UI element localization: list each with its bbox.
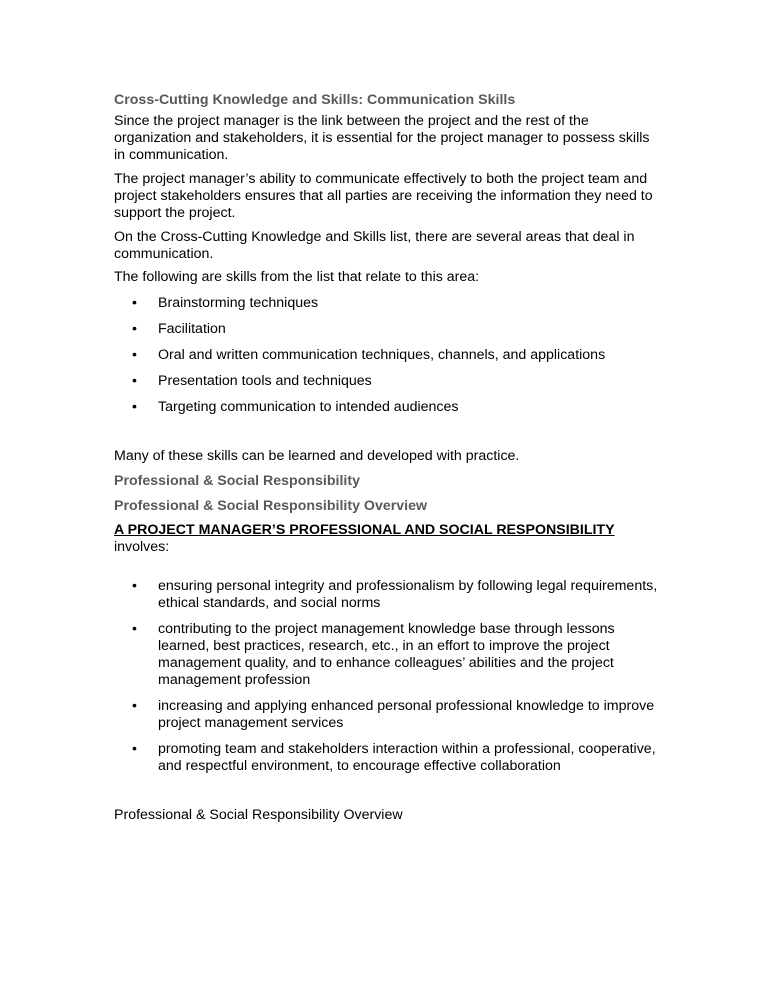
section-heading-professional: Professional & Social Responsibility — [114, 473, 360, 489]
paragraph-skills-lead: The following are skills from the list that relate to this area: — [114, 269, 480, 285]
paragraph-ability: The project manager’s ability to communicate effectively to both the project team and project stakeholders ensures that all parties are receiving the information they need to support the project. — [114, 171, 653, 221]
paragraph-intro: Since the project manager is the link between the project and the rest of the organization and stakeholders, it is essential for the project manager to possess skills in communication. — [114, 113, 650, 163]
bullet-icon: • — [132, 399, 137, 415]
bullet-icon: • — [132, 621, 137, 637]
bullet-icon: • — [132, 698, 137, 714]
list-item: • Oral and written communication techniques, channels, and applications — [132, 347, 606, 363]
document-body — [114, 91, 659, 824]
paragraph-areas: On the Cross-Cutting Knowledge and Skills list, there are several areas that deal in communication. — [114, 229, 635, 262]
bullet-icon: • — [132, 741, 137, 757]
list-item: • Brainstorming techniques — [132, 295, 319, 311]
list-item: • increasing and applying enhanced personal professional knowledge to improve project management services — [132, 698, 655, 731]
section-heading-overview: Professional & Social Responsibility Overview — [114, 498, 428, 514]
section-heading-communication: Cross-Cutting Knowledge and Skills: Communication Skills — [114, 92, 516, 108]
paragraph-practice: Many of these skills can be learned and developed with practice. — [114, 448, 520, 464]
bullet-icon: • — [132, 295, 137, 311]
list-item: • contributing to the project management knowledge base through lessons learned, best practices, research, etc., in an effort to improve the project management quality, and to enhance colleagues’ abilities and the project management profession — [132, 621, 615, 688]
list-item: • Targeting communication to intended audiences — [132, 399, 459, 415]
bullet-icon: • — [132, 347, 137, 363]
list-item: • Presentation tools and techniques — [132, 373, 372, 389]
responsibility-involves: involves: — [114, 539, 170, 555]
footer-overview-label: Professional & Social Responsibility Overview — [114, 807, 403, 823]
bullet-icon: • — [132, 321, 137, 337]
responsibility-title: A PROJECT MANAGER’S PROFESSIONAL AND SOCIAL RESPONSIBILITY — [114, 522, 615, 538]
bullet-icon: • — [132, 578, 137, 594]
responsibility-list — [114, 578, 659, 775]
bullet-icon: • — [132, 373, 137, 389]
list-item: • ensuring personal integrity and professionalism by following legal requirements, ethical standards, and social norms — [132, 578, 658, 611]
communication-skills-list — [114, 295, 659, 416]
list-item: • promoting team and stakeholders interaction within a professional, cooperative, and respectful environment, to encourage effective collaboration — [132, 741, 656, 774]
list-item: • Facilitation — [132, 321, 226, 337]
